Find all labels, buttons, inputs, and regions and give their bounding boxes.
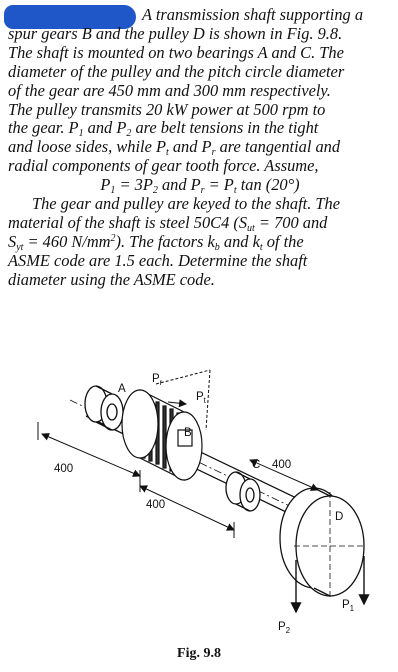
dimension-400-left: 400 <box>54 463 74 475</box>
problem-line: the gear. $P_1$ and $P_2$ are belt tensions in the tight <box>8 118 319 140</box>
problem-line: diameter using the ASME code. <box>8 269 215 289</box>
problem-line: radial components of gear tooth force. Assume, <box>8 156 319 176</box>
dimension-400-mid: 400 <box>146 499 166 511</box>
problem-line: The pulley transmits 20 kW power at 500 rpm to <box>8 99 326 119</box>
label-pt: $P_t$ <box>196 391 206 405</box>
problem-line: diameter of the pulley and the pitch circle diameter <box>8 61 345 81</box>
figure-caption: Fig. 9.8 <box>177 646 221 661</box>
problem-line: The shaft is mounted on two bearings A and C. The <box>8 42 344 62</box>
assumption-equation: $P_1 = 3P_2$ and $P_r = P_t$ tan (20°) <box>100 175 300 197</box>
problem-line: material of the shaft is steel 50C4 ($S_{ut} = 700$ and <box>8 212 328 234</box>
problem-line: The gear and pulley are keyed to the shaft. The <box>32 194 341 214</box>
label-b: B <box>184 427 192 439</box>
label-p1: $P_1$ <box>342 599 355 613</box>
shaft-figure <box>0 360 398 640</box>
label-a: A <box>118 383 126 395</box>
shaft-diagram <box>0 360 398 640</box>
problem-line: ASME code are 1.5 each. Determine the shaft <box>8 250 308 270</box>
label-p2: $P_2$ <box>278 621 291 635</box>
label-c: C <box>252 459 261 471</box>
problem-line: A transmission shaft supporting a <box>142 5 364 24</box>
problem-line: and loose sides, while $P_t$ and $P_r$ are tangential and <box>8 137 341 159</box>
problem-line: spur gears B and the pulley D is shown in Fig. 9.8. <box>8 23 343 43</box>
problem-statement <box>8 6 392 290</box>
dimension-400-right: 400 <box>272 459 292 471</box>
problem-line: of the gear are 450 mm and 300 mm respectively. <box>8 80 331 100</box>
pulley-d <box>280 488 364 596</box>
label-pr: $P_r$ <box>152 373 163 387</box>
problem-line: $S_{yt} = 460$ $N/mm^2$). The factors $k_b$ and $k_t$ of the <box>8 231 304 253</box>
label-d: D <box>335 511 344 523</box>
